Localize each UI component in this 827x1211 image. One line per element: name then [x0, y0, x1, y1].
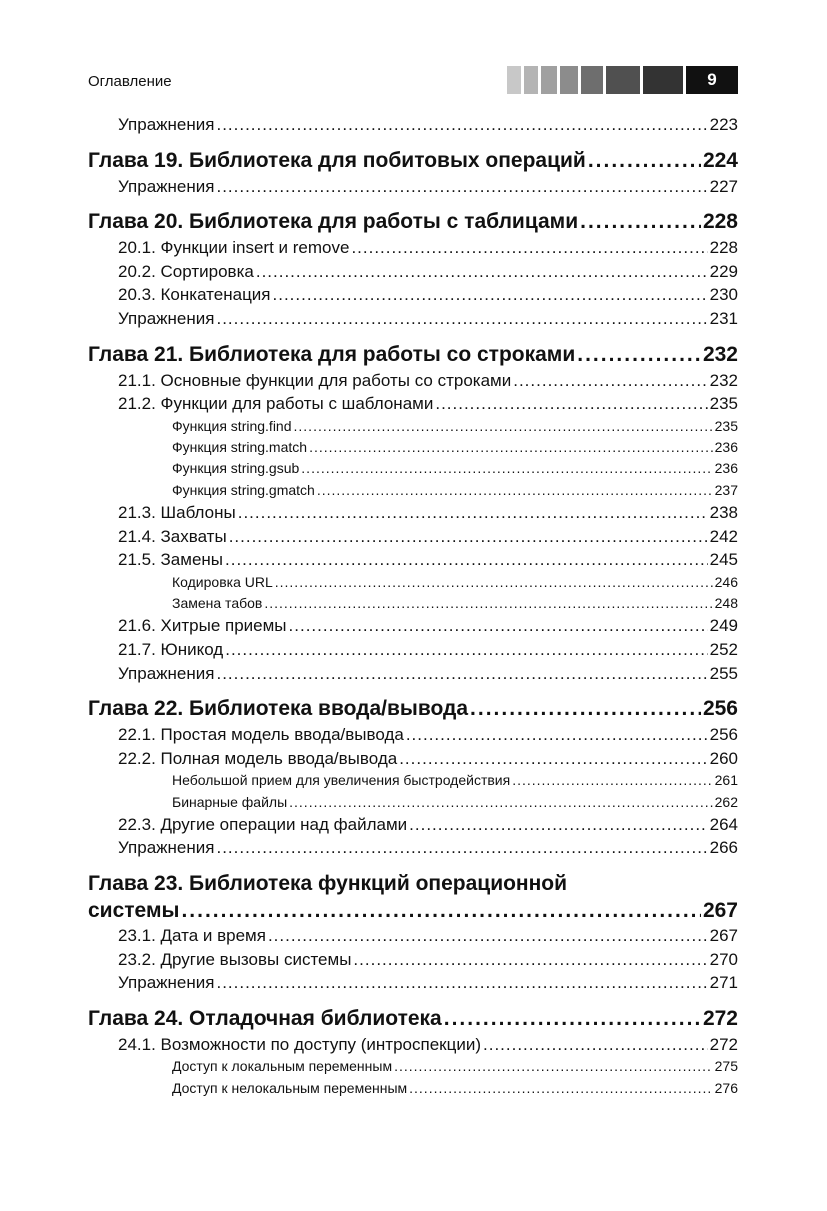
toc-section	[88, 747, 738, 771]
toc-chapter	[88, 147, 738, 175]
toc-page-number: 246	[714, 573, 738, 590]
toc-page-number: 238	[709, 502, 738, 522]
toc-entry-title: 21.1. Основные функции для работы со строками	[118, 370, 512, 390]
toc-entry-title: Функция string.gmatch	[172, 481, 315, 498]
toc-sub	[88, 416, 738, 437]
toc-entry-title: Функция string.match	[172, 439, 308, 456]
toc-entry-title: Упражнения	[118, 663, 215, 683]
leader-dots	[513, 369, 707, 393]
toc-entry-title: 21.5. Замены	[118, 550, 224, 570]
toc-sub	[88, 437, 738, 458]
toc-section	[88, 369, 738, 393]
toc-entry-title: Замена табов	[172, 595, 263, 612]
toc-section	[88, 662, 738, 686]
leader-dots	[238, 501, 708, 525]
toc-entry-title: Глава 21. Библиотека для работы со строками	[88, 342, 576, 366]
leader-dots	[435, 392, 707, 416]
toc-entry-title: Глава 22. Библиотека ввода/вывода	[88, 697, 469, 721]
toc-page-number: 237	[714, 481, 738, 498]
toc-entry-title: 22.2. Полная модель ввода/вывода	[118, 748, 398, 768]
toc-section	[88, 813, 738, 837]
leader-dots	[394, 1056, 713, 1077]
toc-page-number: 230	[709, 285, 738, 305]
leader-dots	[289, 792, 713, 813]
toc-page-number: 260	[709, 748, 738, 768]
toc-chapter-title-cont: системы	[88, 899, 180, 923]
toc-section	[88, 723, 738, 747]
toc-section	[88, 971, 738, 995]
toc-entry-title: 20.1. Функции insert и remove	[118, 238, 350, 258]
toc-page-number: 262	[714, 793, 738, 810]
toc-section	[88, 501, 738, 525]
leader-dots	[256, 260, 708, 284]
toc-entry-title: 21.7. Юникод	[118, 639, 224, 659]
toc-page-number: 267	[702, 899, 738, 923]
toc-sub	[88, 458, 738, 479]
leader-dots	[399, 747, 707, 771]
toc-entry-title: Доступ к локальным переменным	[172, 1058, 393, 1075]
header-bar	[606, 66, 640, 94]
toc-entry-title: 21.4. Захваты	[118, 526, 227, 546]
toc-entry-title: 22.1. Простая модель ввода/вывода	[118, 725, 404, 745]
toc-page-number: 271	[709, 973, 738, 993]
toc-section	[88, 638, 738, 662]
running-title: Оглавление	[88, 73, 172, 90]
toc-section	[88, 525, 738, 549]
toc-chapter	[88, 870, 738, 924]
toc-page-number: 228	[702, 210, 738, 234]
header-bar	[643, 66, 683, 94]
leader-dots	[216, 307, 707, 331]
toc-page-number: 248	[714, 595, 738, 612]
leader-dots	[275, 572, 713, 593]
toc-entry-title: Упражнения	[118, 838, 215, 858]
toc-page-number: 256	[709, 725, 738, 745]
leader-dots	[588, 147, 701, 175]
toc-section	[88, 260, 738, 284]
toc-page-number: 272	[702, 1006, 738, 1030]
toc-chapter-line2	[88, 897, 738, 924]
toc-page-number: 276	[714, 1079, 738, 1096]
toc-entry-title: 22.3. Другие операции над файлами	[118, 814, 408, 834]
toc-section	[88, 924, 738, 948]
toc-entry-title: Глава 24. Отладочная библиотека	[88, 1006, 442, 1030]
toc-entry-title: Бинарные файлы	[172, 793, 288, 810]
leader-dots	[216, 175, 707, 199]
leader-dots	[444, 1005, 701, 1033]
toc-entry-title: 21.2. Функции для работы с шаблонами	[118, 394, 434, 414]
leader-dots	[309, 437, 713, 458]
toc-sub	[88, 1078, 738, 1099]
leader-dots	[406, 723, 708, 747]
toc-entry-title: 21.3. Шаблоны	[118, 502, 236, 522]
toc-entry-title: Упражнения	[118, 115, 215, 134]
toc-entry-title: 20.2. Сортировка	[118, 261, 254, 281]
toc-entry-title: 24.1. Возможности по доступу (интроспекции)	[118, 1034, 481, 1054]
toc-page-number: 235	[714, 417, 738, 434]
leader-dots	[483, 1033, 708, 1057]
header-bar	[581, 66, 603, 94]
toc-entry-title: Кодировка URL	[172, 573, 273, 590]
toc-chapter	[88, 208, 738, 236]
leader-dots	[301, 458, 712, 479]
toc-entry-title: Упражнения	[118, 973, 215, 993]
toc-section	[88, 836, 738, 860]
leader-dots	[353, 948, 707, 972]
toc-chapter	[88, 341, 738, 369]
page-header	[88, 66, 738, 94]
toc-page-number: 228	[709, 238, 738, 258]
toc-entry-title: 23.2. Другие вызовы системы	[118, 949, 352, 969]
leader-dots	[216, 113, 707, 137]
toc-page-number: 270	[709, 949, 738, 969]
toc-page-number: 235	[709, 394, 738, 414]
leader-dots	[216, 836, 707, 860]
toc-page-number: 255	[709, 663, 738, 683]
toc-page-number: 227	[709, 176, 738, 196]
toc-sub	[88, 480, 738, 501]
toc-sub	[88, 572, 738, 593]
toc-section	[88, 113, 738, 137]
leader-dots	[225, 638, 707, 662]
leader-dots	[268, 924, 708, 948]
toc-page-number: 249	[709, 616, 738, 636]
toc-entry-title: 21.6. Хитрые приемы	[118, 616, 287, 636]
toc-section	[88, 392, 738, 416]
toc-entry-title: Функция string.gsub	[172, 460, 300, 477]
leader-dots	[229, 525, 708, 549]
toc-entry-title: Небольшой прием для увеличения быстродействия	[172, 772, 511, 789]
header-bar	[507, 66, 521, 94]
toc-page-number: 236	[714, 439, 738, 456]
toc-page-number: 232	[709, 370, 738, 390]
leader-dots	[216, 662, 707, 686]
toc-entry-title: Функция string.find	[172, 417, 292, 434]
toc-page-number: 267	[709, 926, 738, 946]
toc-sub	[88, 1056, 738, 1077]
toc-entry-title: Упражнения	[118, 176, 215, 196]
toc-page-number: 256	[702, 697, 738, 721]
toc-page-number: 266	[709, 838, 738, 858]
header-bar	[560, 66, 578, 94]
header-bars	[507, 66, 738, 94]
toc-entry-title: 20.3. Конкатенация	[118, 285, 271, 305]
leader-dots	[273, 283, 708, 307]
toc-page-number: 224	[702, 148, 738, 172]
toc-page-number: 232	[702, 342, 738, 366]
leader-dots	[181, 897, 701, 924]
toc-section	[88, 548, 738, 572]
toc-entry-title: Доступ к нелокальным переменным	[172, 1079, 408, 1096]
header-bar	[541, 66, 557, 94]
toc-section	[88, 948, 738, 972]
toc-chapter-title: Глава 23. Библиотека функций операционной	[88, 872, 568, 896]
leader-dots	[512, 770, 712, 791]
toc-page-number: 236	[714, 460, 738, 477]
table-of-contents	[88, 113, 738, 1099]
toc-sub	[88, 593, 738, 614]
leader-dots	[225, 548, 708, 572]
leader-dots	[294, 416, 713, 437]
leader-dots	[577, 341, 701, 369]
leader-dots	[409, 813, 707, 837]
toc-page-number: 223	[709, 115, 738, 134]
toc-page-number: 272	[709, 1034, 738, 1054]
toc-section	[88, 175, 738, 199]
toc-entry-title: 23.1. Дата и время	[118, 926, 266, 946]
toc-chapter	[88, 1005, 738, 1033]
leader-dots	[289, 614, 708, 638]
leader-dots	[409, 1078, 713, 1099]
leader-dots	[264, 593, 712, 614]
leader-dots	[351, 236, 707, 260]
toc-section	[88, 1033, 738, 1057]
toc-page-number: 261	[714, 772, 738, 789]
toc-page-number: 242	[709, 526, 738, 546]
leader-dots	[317, 480, 713, 501]
toc-section	[88, 236, 738, 260]
toc-sub	[88, 770, 738, 791]
toc-entry-title: Упражнения	[118, 308, 215, 328]
leader-dots	[580, 208, 701, 236]
toc-entry-title: Глава 20. Библиотека для работы с таблицами	[88, 210, 579, 234]
toc-section	[88, 283, 738, 307]
toc-chapter	[88, 695, 738, 723]
toc-page-number: 264	[709, 814, 738, 834]
toc-page-number: 229	[709, 261, 738, 281]
header-bar	[524, 66, 538, 94]
toc-section	[88, 307, 738, 331]
toc-page-number: 245	[709, 550, 738, 570]
page-number: 9	[686, 66, 738, 94]
toc-page-number: 252	[709, 639, 738, 659]
toc-page-number: 231	[709, 308, 738, 328]
toc-entry-title: Глава 19. Библиотека для побитовых операций	[88, 148, 586, 172]
toc-page-number: 275	[714, 1058, 738, 1075]
leader-dots	[470, 695, 701, 723]
leader-dots	[216, 971, 707, 995]
toc-section	[88, 614, 738, 638]
toc-sub	[88, 792, 738, 813]
